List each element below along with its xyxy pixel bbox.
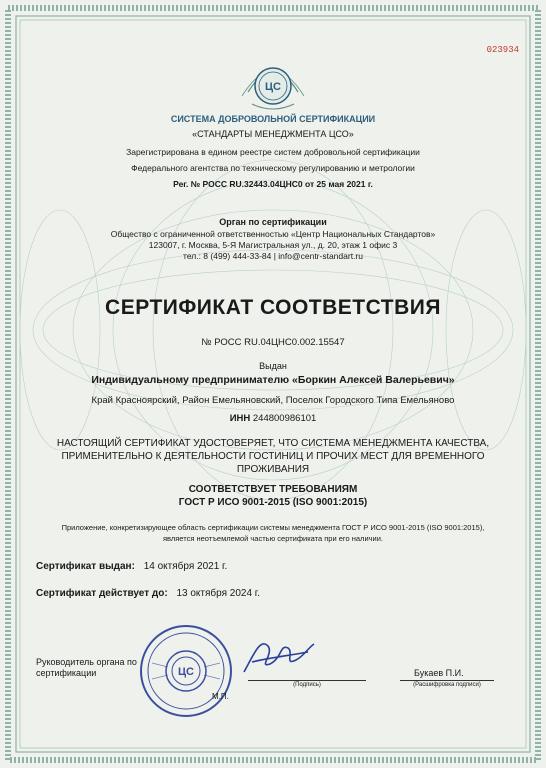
- appendix-line-1: Приложение, конкретизирующее область сертификации системы менеджмента ГОСТ Р ИСО 9001-2015 (ISO 9001:2015),: [61, 523, 485, 532]
- issued-date: 14 октября 2021 г.: [143, 561, 228, 572]
- stamp-label: М.П.: [212, 692, 229, 701]
- name-caption: (Расшифровка подписи): [413, 682, 481, 688]
- certificate-title: СЕРТИФИКАТ СООТВЕТСТВИЯ: [105, 296, 441, 319]
- certificate-number: № РОСС RU.04ЦНС0.002.15547: [201, 337, 345, 348]
- certification-body-name: Общество с ограниченной ответственностью «Центр Национальных Стандартов»: [110, 229, 436, 239]
- registered-line-1: Зарегистрирована в едином реестре систем добровольной сертификации: [126, 147, 420, 157]
- certifies-line-1: НАСТОЯЩИЙ СЕРТИФИКАТ УДОСТОВЕРЯЕТ, ЧТО СИСТЕМА МЕНЕДЖМЕНТА КАЧЕСТВА,: [56, 438, 490, 449]
- system-name: СИСТЕМА ДОБРОВОЛЬНОЙ СЕРТИФИКАЦИИ: [170, 114, 376, 124]
- handwritten-signature: [238, 628, 318, 680]
- certifies-line-2: ПРИМЕНИТЕЛЬНО К ДЕЯТЕЛЬНОСТИ ГОСТИНИЦ И ПРОЧИХ МЕСТ ДЛЯ ВРЕМЕННОГО: [61, 451, 485, 462]
- valid-until-row: [36, 588, 260, 599]
- signatory-title-line-1: Руководитель органа по: [36, 657, 137, 667]
- appendix-line-2: является неотъемлемой частью сертификата при его наличии.: [163, 534, 383, 543]
- issued-date-row: [36, 561, 227, 572]
- name-line: [400, 680, 494, 681]
- signatory-title: [36, 657, 137, 679]
- system-subtitle: «СТАНДАРТЫ МЕНЕДЖМЕНТА ЦСО»: [192, 129, 354, 139]
- stamp-logo-text: ЦС: [178, 666, 194, 678]
- issued-date-label: Сертификат выдан:: [36, 561, 135, 572]
- certificate-holder: Индивидуальному предпринимателю «Боркин Алексей Валерьевич»: [91, 374, 455, 386]
- certifies-statement: [0, 437, 546, 476]
- signatory-name: Букаев П.И.: [414, 668, 464, 678]
- valid-until-date: 13 октября 2024 г.: [176, 588, 261, 599]
- conforms-line-1: СООТВЕТСТВУЕТ ТРЕБОВАНИЯМ: [188, 484, 358, 495]
- holder-address: Край Красноярский, Район Емельяновский, Поселок Городского Типа Емельяново: [91, 395, 455, 406]
- signature-line: [248, 680, 366, 681]
- certification-body-address: 123007, г. Москва, 5-Я Магистральная ул., д. 20, этаж 1 офис 3: [148, 240, 398, 250]
- system-logo-emblem: [238, 52, 308, 110]
- inn-label: ИНН: [229, 413, 251, 424]
- logo-text: ЦС: [265, 81, 281, 93]
- serial-number: 023934: [486, 45, 519, 55]
- organization-stamp: [138, 623, 234, 719]
- registration-number: Рег. № РОСС RU.32443.04ЦНС0 от 25 мая 2021 г.: [173, 179, 373, 189]
- conforms-line-2: ГОСТ Р ИСО 9001-2015 (ISO 9001:2015): [178, 497, 368, 508]
- inn-value: 244800986101: [252, 413, 317, 424]
- registered-line-2: Федерального агентства по техническому регулированию и метрологии: [131, 163, 415, 173]
- valid-until-label: Сертификат действует до:: [36, 588, 168, 599]
- signature-caption: (Подпись): [293, 682, 321, 688]
- certification-body-contacts: тел.: 8 (499) 444-33-84 | info@centr-standart.ru: [183, 251, 363, 261]
- signatory-title-line-2: сертификации: [36, 668, 97, 678]
- certifies-line-3: ПРОЖИВАНИЯ: [236, 464, 310, 475]
- holder-inn: [0, 413, 546, 424]
- certification-body-heading: Орган по сертификации: [219, 217, 327, 227]
- issued-label: Выдан: [259, 361, 287, 371]
